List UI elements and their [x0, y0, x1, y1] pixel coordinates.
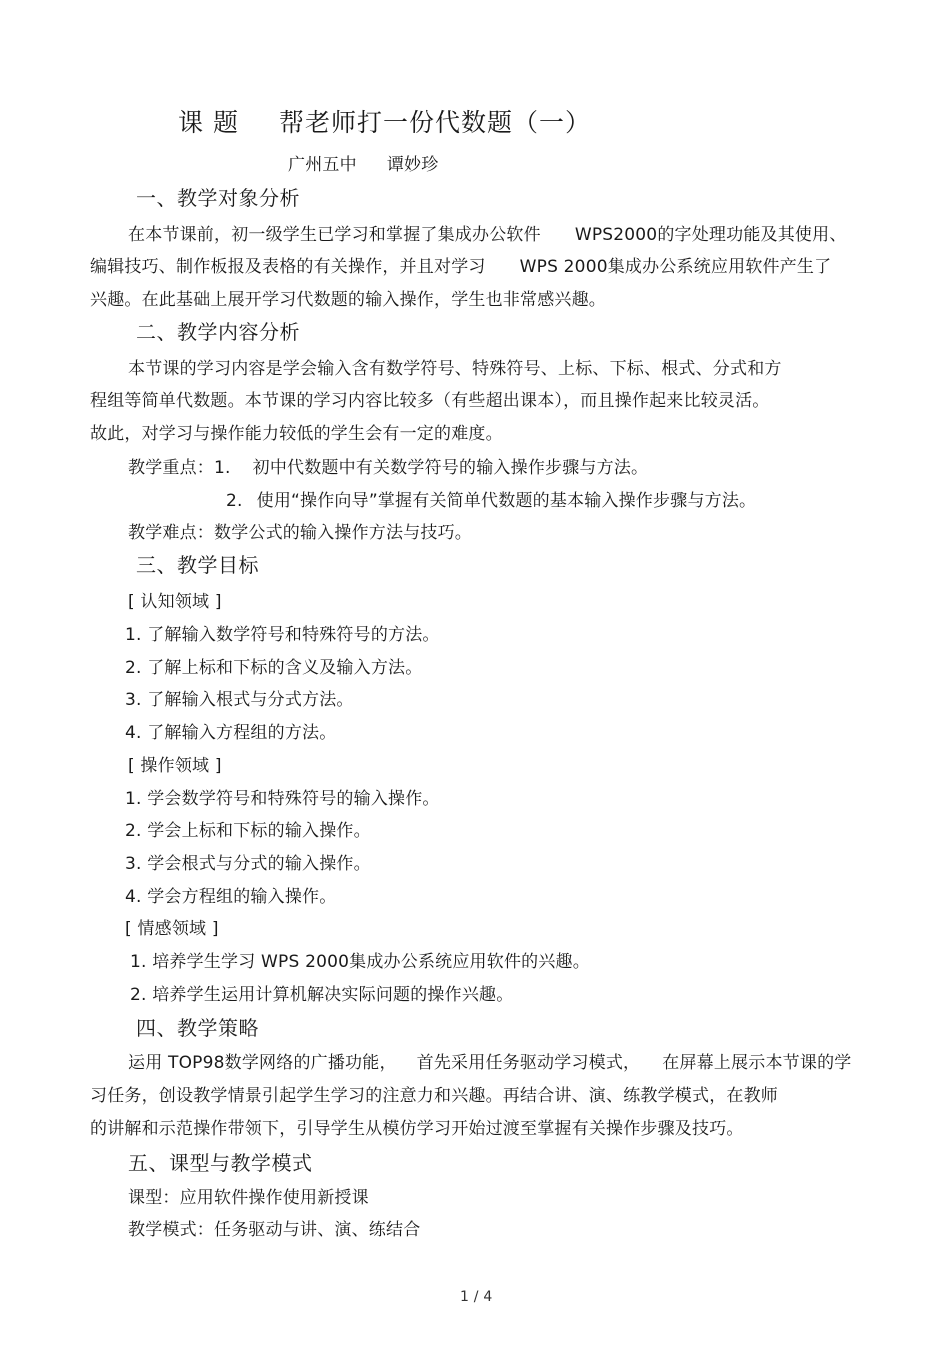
- s2-line-2: 程组等简单代数题。本节课的学习内容比较多（有些超出课本），而且操作起来比较灵活。: [90, 391, 770, 411]
- operation-item-3: 3. 学会根式与分式的输入操作。: [125, 854, 371, 874]
- key-point-1: [128, 457, 648, 479]
- operation-item-4: 4. 学会方程组的输入操作。: [125, 887, 337, 907]
- emotion-label: [ 情感领域 ]: [125, 919, 219, 939]
- s1-line-1: [128, 224, 847, 246]
- s1-line-1b: WPS2000的字处理功能及其使用、: [574, 225, 847, 245]
- key-2-text: 使用“操作向导”掌握有关简单代数题的基本输入操作步骤与方法。: [256, 491, 757, 511]
- cognitive-item-3: 3. 了解输入根式与分式方法。: [125, 690, 354, 710]
- cognitive-item-4: 4. 了解输入方程组的方法。: [125, 723, 337, 743]
- s1-line-3: 兴趣。在此基础上展开学习代数题的输入操作，学生也非常感兴趣。: [90, 290, 606, 310]
- s4-line-1c: 在屏幕上展示本节课的学: [662, 1053, 852, 1073]
- s4-line-1b: 首先采用任务驱动学习模式，: [416, 1053, 641, 1073]
- difficulty-point: 教学难点：数学公式的输入操作方法与技巧。: [128, 523, 472, 543]
- s4-line-2: 习任务，创设教学情景引起学生学习的注意力和兴趣。再结合讲、演、练教学模式，在教师: [90, 1086, 778, 1106]
- s1-line-2: [90, 256, 831, 278]
- cognitive-item-2: 2. 了解上标和下标的含义及输入方法。: [125, 658, 423, 678]
- title-text: 帮老师打一份代数题（一）: [278, 108, 591, 137]
- s1-line-1a: 在本节课前，初一级学生已学习和掌握了集成办公软件: [128, 225, 541, 245]
- author-school: 广州五中: [288, 155, 357, 175]
- emotion-item-1: 1. 培养学生学习 WPS 2000集成办公系统应用软件的兴趣。: [130, 952, 590, 972]
- s4-line-1: [128, 1052, 851, 1074]
- key-2-number: 2.: [226, 491, 243, 511]
- operation-item-1: 1. 学会数学符号和特殊符号的输入操作。: [125, 789, 440, 809]
- cognitive-label: [ 认知领域 ]: [128, 592, 222, 612]
- section-5-heading: 五、课型与教学模式: [128, 1151, 313, 1175]
- s1-line-2a: 编辑技巧、制作板报及表格的有关操作，并且对学习: [90, 257, 486, 277]
- s4-line-3: 的讲解和示范操作带领下，引导学生从模仿学习开始过渡至掌握有关操作步骤及技巧。: [90, 1119, 744, 1139]
- title-label: 课 题: [178, 108, 239, 137]
- operation-item-2: 2. 学会上标和下标的输入操作。: [125, 821, 371, 841]
- section-2-heading: 二、教学内容分析: [136, 320, 300, 344]
- lesson-type: 课型：应用软件操作使用新授课: [128, 1188, 369, 1208]
- author-name: 谭妙珍: [386, 155, 439, 175]
- section-3-heading: 三、教学目标: [136, 553, 259, 577]
- key-1-text: 初中代数题中有关数学符号的输入操作步骤与方法。: [252, 458, 649, 478]
- section-1-heading: 一、教学对象分析: [136, 186, 300, 210]
- key-label: 教学重点：: [128, 458, 214, 478]
- page-number: 1 / 4: [460, 1289, 493, 1305]
- author-line: [288, 154, 438, 176]
- section-4-heading: 四、教学策略: [136, 1016, 259, 1040]
- document-title: [178, 108, 591, 138]
- emotion-item-2: 2. 培养学生运用计算机解决实际问题的操作兴趣。: [130, 985, 514, 1005]
- key-point-2: [226, 490, 756, 512]
- s2-line-3: 故此，对学习与操作能力较低的学生会有一定的难度。: [90, 424, 503, 444]
- teaching-mode: 教学模式：任务驱动与讲、演、练结合: [128, 1220, 421, 1240]
- s4-line-1a: 运用 TOP98数学网络的广播功能，: [128, 1053, 397, 1073]
- operation-label: [ 操作领域 ]: [128, 756, 222, 776]
- cognitive-item-1: 1. 了解输入数学符号和特殊符号的方法。: [125, 625, 440, 645]
- s1-line-2b: WPS 2000集成办公系统应用软件产生了: [519, 257, 832, 277]
- s2-line-1: 本节课的学习内容是学会输入含有数学符号、特殊符号、上标、下标、根式、分式和方: [128, 359, 782, 379]
- key-1-number: 1.: [214, 458, 231, 478]
